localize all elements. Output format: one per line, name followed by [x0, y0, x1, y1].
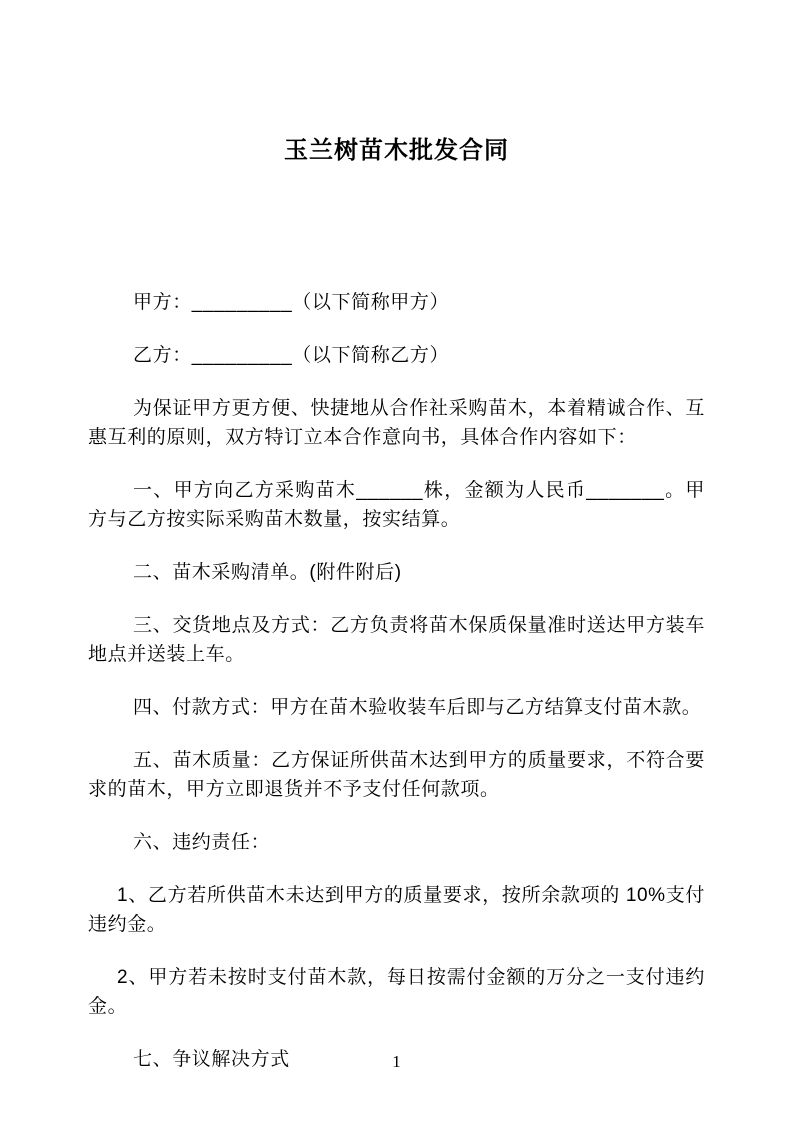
clause-6-breach-liability: 六、违约责任： [133, 832, 271, 853]
paragraph-intro: 为保证甲方更方便、快捷地从合作社采购苗木，本着精诚合作、互惠互利的原则，双方特订立本合作意向书，具体合作内容如下： [88, 398, 705, 448]
page-footer [0, 1052, 793, 1072]
clause-5-quality: 五、苗木质量：乙方保证所供苗木达到甲方的质量要求，不符合要求的苗木，甲方立即退货并不予支付任何款项。 [88, 750, 705, 800]
paragraph-party-a: 甲方：_________（以下简称甲方） [133, 292, 450, 313]
clause-7-dispute-resolution: 七、争议解决方式 [133, 1049, 290, 1070]
subclause-1-seller-penalty: 1、乙方若所供苗木未达到甲方的质量要求，按所余款项的 10%支付违约金。 [88, 885, 705, 935]
paragraph-party-b: 乙方：_________（以下简称乙方） [133, 345, 450, 366]
clause-4-payment: 四、付款方式：甲方在苗木验收装车后即与乙方结算支付苗木款。 [133, 697, 702, 718]
document-title: 玉兰树苗木批发合同 [284, 137, 509, 164]
subclause-2-buyer-penalty: 2、甲方若未按时支付苗木款，每日按需付金额的万分之一支付违约金。 [88, 967, 705, 1017]
clause-2-purchase-list: 二、苗木采购清单。(附件附后) [133, 562, 402, 583]
page-number: 1 [392, 1052, 401, 1071]
clause-1-purchase-quantity: 一、甲方向乙方采购苗木______株，金额为人民币_______。甲方与乙方按实际采购苗木数量，按实结算。 [88, 480, 705, 530]
clause-3-delivery: 三、交货地点及方式：乙方负责将苗木保质保量准时送达甲方装车地点并送装上车。 [88, 615, 705, 665]
